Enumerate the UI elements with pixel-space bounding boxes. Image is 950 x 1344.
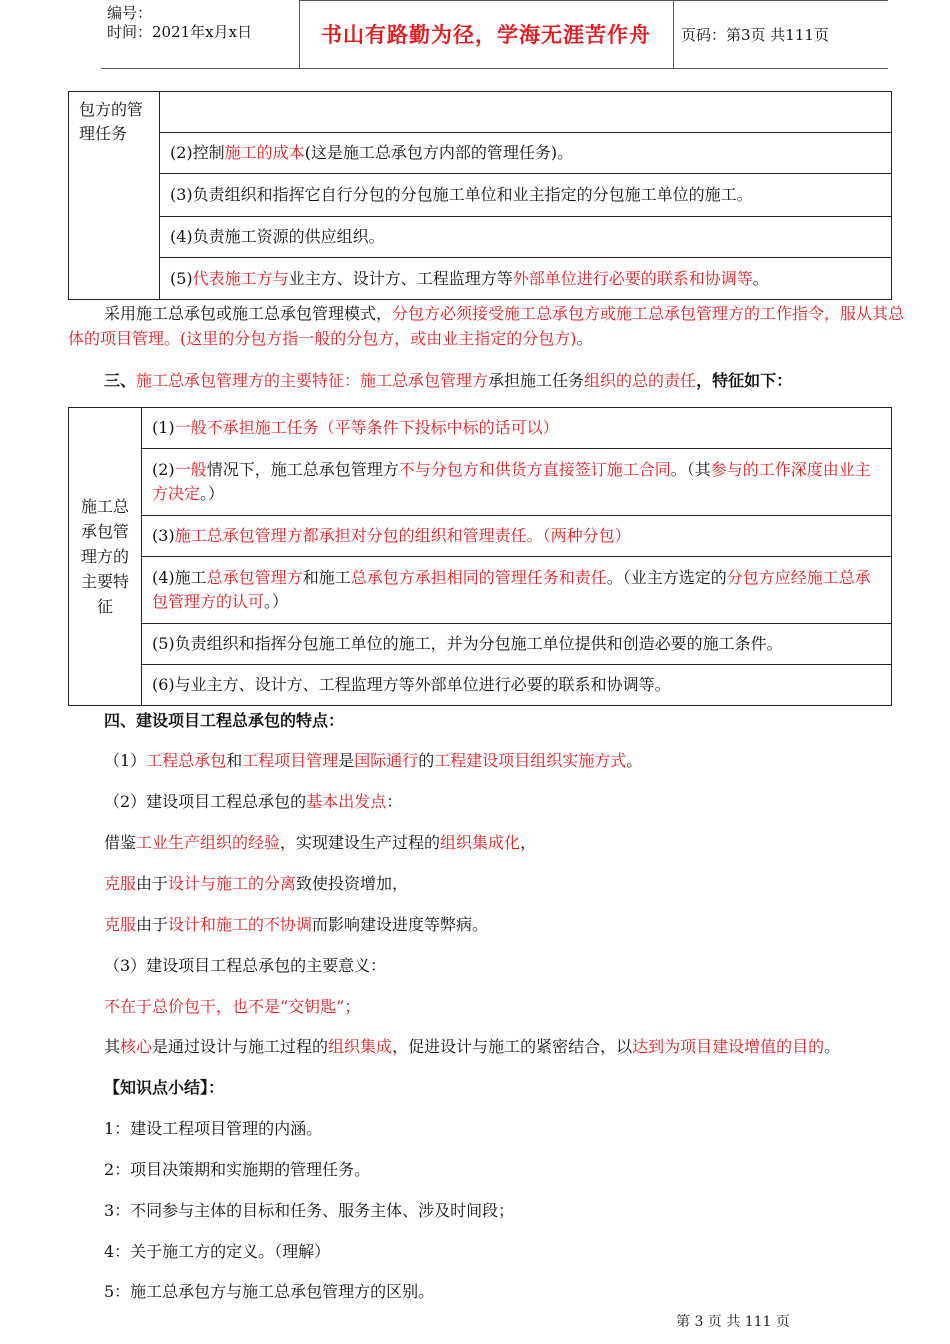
time-label: 时间：2021年x月x日 xyxy=(107,23,253,41)
section4-heading: 四、建设项目工程总承包的特点： xyxy=(104,711,345,730)
table1-label: 包方的管理任务 xyxy=(69,92,160,300)
text-run: ， xyxy=(520,833,537,852)
table2-row xyxy=(142,665,892,706)
text-run: 情况下，施工总承包管理方 xyxy=(206,460,399,479)
table2-row xyxy=(142,408,892,449)
text-run: (3) xyxy=(152,526,175,545)
text-run: 组织集成化 xyxy=(440,833,521,852)
header-meta xyxy=(107,4,303,42)
summary-item: 5：施工总承包方与施工总承包管理方的区别。 xyxy=(104,1282,435,1301)
text-run: 总承包方承担相同的管理任务和责任 xyxy=(350,568,607,587)
header-page-info: 页码：第3页 共111页 xyxy=(681,25,829,44)
paragraph-subcontractor xyxy=(68,301,910,351)
text-run: 总承包管理方 xyxy=(206,568,303,587)
text-run: 。） xyxy=(264,592,289,611)
text-run: 核心 xyxy=(120,1037,153,1056)
text-run: 。（业主方选定的 xyxy=(606,568,727,587)
text-run: 而影响建设进度等弊病。 xyxy=(312,915,489,934)
text-run: 组织的总的责任 xyxy=(584,371,697,390)
text-run: 国际通行 xyxy=(354,751,419,770)
text-run: 施工总承包管理方都承担对分包的组织和管理责任。（两种分包） xyxy=(174,526,631,545)
text-run: (4)负责施工资源的供应组织。 xyxy=(170,227,385,246)
text-run: 外部单位进行必要的联系和协调等 xyxy=(512,268,753,288)
section4-line xyxy=(104,995,360,1019)
text-run: 。 xyxy=(626,751,643,770)
text-run: 。 xyxy=(824,1037,841,1056)
text-run: (4)施工 xyxy=(152,568,207,587)
text-run: (5)负责组织和指挥分包施工单位的施工，并为分包施工单位提供和创造必要的施工条件。 xyxy=(152,634,783,653)
text-run: 基本出发点 xyxy=(306,792,387,811)
section4-line xyxy=(104,1035,840,1059)
text-run: （3）建设项目工程总承包的主要意义： xyxy=(104,956,387,975)
text-run: ，实现建设生产过程的 xyxy=(280,833,441,852)
text-run: (6)与业主方、设计方、工程监理方等外部单位进行必要的联系和协调等。 xyxy=(152,675,671,694)
text-run: 。（其 xyxy=(670,460,711,479)
text-run: 三、 xyxy=(104,371,137,390)
table1-empty-cell xyxy=(160,92,892,133)
text-run: (3)负责组织和指挥它自行分包的分包施工单位和业主指定的分包施工单位的施工。 xyxy=(170,185,753,204)
text-run: 施工的成本 xyxy=(224,143,305,162)
text-run: 分包方必须接受施工总承包方或施工总承包管理方的工作指令，服从其总体的项目管理。(这里的分包方指一般的分包方，或由业主指定的分包方) xyxy=(68,304,905,348)
text-run: 分包方应经施工总承包管理方的认可 xyxy=(152,568,871,611)
section3-heading xyxy=(104,369,792,393)
text-run: 是通过设计与施工过程的 xyxy=(152,1037,329,1056)
contractor-tasks-table xyxy=(68,91,892,300)
page-header xyxy=(101,0,888,69)
text-run: （1） xyxy=(104,751,147,770)
management-features-table xyxy=(68,407,892,706)
text-run: 是 xyxy=(338,751,355,770)
table2-row xyxy=(142,516,892,557)
page-footer: 第 3 页 共 111 页 xyxy=(676,1314,790,1330)
text-run: 和 xyxy=(226,751,243,770)
header-divider xyxy=(673,0,674,68)
text-run: ，特征如下： xyxy=(696,371,793,390)
text-run: 组织集成 xyxy=(328,1037,393,1056)
summary-item: 2：项目决策期和实施期的管理任务。 xyxy=(104,1160,371,1179)
text-run: 和施工 xyxy=(302,568,351,587)
text-run: 设计和施工的不协调 xyxy=(168,915,313,934)
table1-row xyxy=(160,133,892,174)
text-run: 参与的工作深度由业主方决定 xyxy=(152,460,871,503)
text-run: 由于 xyxy=(136,874,169,893)
text-run: 一般不承担施工任务（平等条件下投标中标的话可以） xyxy=(174,418,559,437)
text-run: (这是施工总承包方内部的管理任务)。 xyxy=(304,143,574,162)
summary-item: 1：建设工程项目管理的内涵。 xyxy=(104,1119,323,1138)
code-label: 编号： xyxy=(107,4,153,22)
section4-line xyxy=(104,790,402,814)
text-run: 。） xyxy=(200,484,225,503)
text-run: 不与分包方和供货方直接签订施工合同 xyxy=(398,460,671,479)
section4-line xyxy=(104,954,386,978)
text-run: 施工总承包管理方的主要特征：施工总承包管理方 xyxy=(136,371,489,390)
text-run: 致使投资增加， xyxy=(296,874,409,893)
text-run: ： xyxy=(386,792,403,811)
section4-line xyxy=(104,913,488,937)
text-run: 设计与施工的分离 xyxy=(168,874,297,893)
text-run: 工程建设项目组织实施方式 xyxy=(434,751,627,770)
text-run: 达到为项目建设增值的目的 xyxy=(632,1037,825,1056)
table2-row xyxy=(142,557,892,624)
text-run: (5) xyxy=(170,268,193,288)
table2-row xyxy=(142,449,892,516)
text-run: (2)控制 xyxy=(170,143,225,162)
text-run: 借鉴 xyxy=(104,833,137,852)
table1-row xyxy=(160,174,892,217)
text-run: 工业生产组织的经验 xyxy=(136,833,281,852)
text-run: ，促进设计与施工的紧密结合，以 xyxy=(392,1037,633,1056)
text-run: 的 xyxy=(418,751,435,770)
text-run: 克服 xyxy=(104,915,137,934)
text-run: 工程总承包 xyxy=(146,751,227,770)
text-run: 克服 xyxy=(104,874,137,893)
text-run: 代表施工方与 xyxy=(192,268,289,288)
section4-line xyxy=(104,831,536,855)
text-run: 由于 xyxy=(136,915,169,934)
text-run: 其 xyxy=(104,1037,121,1056)
text-run: (1) xyxy=(152,418,175,437)
summary-item: 4：关于施工方的定义。（理解） xyxy=(104,1242,331,1261)
section4-line xyxy=(104,749,642,773)
table2-label: 施工总承包管理方的主要特征 xyxy=(69,408,142,706)
table2-row xyxy=(142,624,892,665)
text-run: 。 xyxy=(752,268,769,288)
text-run: 一般 xyxy=(174,460,207,479)
table1-row xyxy=(160,217,892,258)
text-run: 。 xyxy=(576,329,593,348)
text-run: (2) xyxy=(152,460,175,479)
summary-item: 3：不同参与主体的目标和任务、服务主体、涉及时间段； xyxy=(104,1201,515,1220)
text-run: 不在于总价包干，也不是“交钥匙”； xyxy=(104,997,361,1016)
summary-heading: 【知识点小结】： xyxy=(104,1078,225,1097)
text-run: 业主方、设计方、工程监理方等 xyxy=(288,268,513,288)
section4-line xyxy=(104,872,408,896)
text-run: 采用施工总承包或施工总承包管理模式， xyxy=(104,304,393,323)
text-run: （2）建设项目工程总承包的 xyxy=(104,792,307,811)
text-run: 工程项目管理 xyxy=(242,751,339,770)
table1-row xyxy=(160,258,892,300)
text-run: 承担施工任务 xyxy=(488,371,585,390)
header-motto: 书山有路勤为径，学海无涯苦作舟 xyxy=(321,22,651,47)
